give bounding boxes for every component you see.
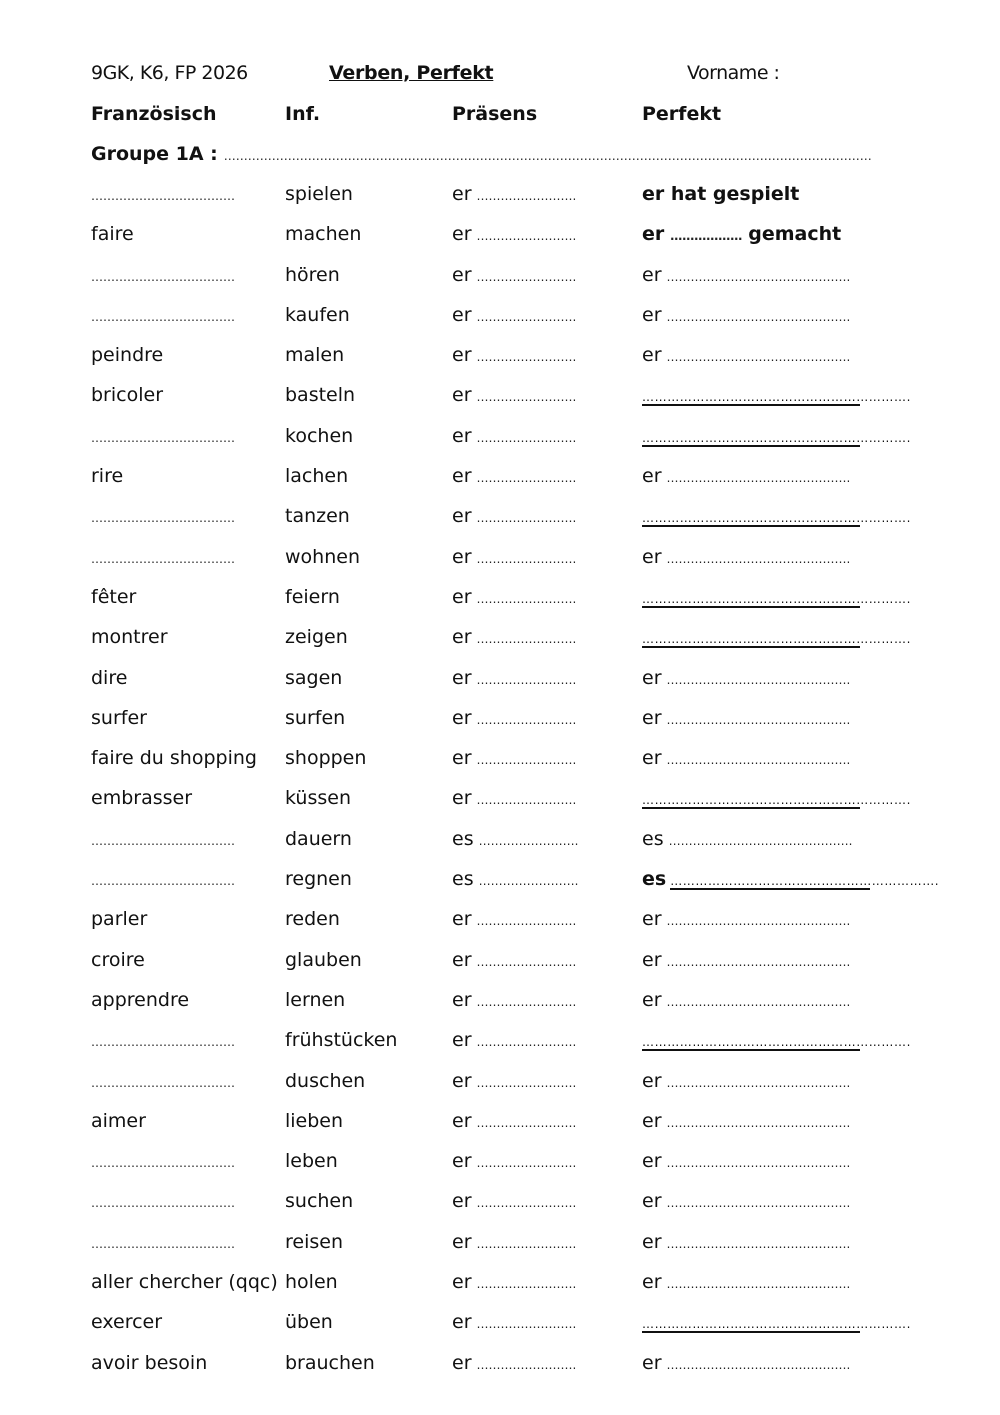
verb-row: [91, 304, 921, 344]
infinitive: surfen: [285, 706, 346, 729]
perfect-underlined-blank[interactable]: ……………………………………………………….: [642, 511, 912, 526]
perfect-cell: [642, 1150, 850, 1172]
perfect-underlined-blank[interactable]: ……………………………………………………….: [642, 430, 912, 445]
verb-row: [91, 828, 921, 868]
present-blank[interactable]: …………………….: [476, 994, 577, 1009]
perfect-blank[interactable]: ……………………………………….: [666, 914, 851, 929]
perfect-underlined-blank[interactable]: ……………………………………………………….: [642, 591, 912, 606]
present-cell: [452, 505, 576, 527]
verb-row: [91, 908, 921, 948]
infinitive: kaufen: [285, 303, 350, 326]
infinitive: feiern: [285, 585, 340, 608]
perfect-pronoun: er: [642, 747, 662, 770]
perfect-underlined-blank[interactable]: ……………………………………………………….: [642, 1317, 912, 1332]
present-cell: [452, 707, 576, 729]
infinitive: frühstücken: [285, 1029, 398, 1052]
verb-row: [91, 505, 921, 545]
perfect-pronoun: er: [642, 1069, 662, 1092]
verb-row: [91, 868, 940, 908]
present-cell: [452, 586, 576, 608]
perfect-blank[interactable]: ……………………………………….: [666, 269, 851, 284]
infinitive: zeigen: [285, 626, 348, 649]
perfect-pronoun: er: [642, 344, 662, 367]
infinitive: basteln: [285, 384, 356, 407]
present-pronoun: er: [452, 666, 472, 689]
perfect-cell: [642, 949, 850, 971]
infinitive: suchen: [285, 1190, 354, 1213]
group-blank[interactable]: ………………………………………………………………………………………………………………………………………………: [223, 149, 872, 163]
perfect-blank[interactable]: ……………………………………….: [666, 1156, 851, 1171]
perfect-participle: gemacht: [748, 223, 842, 246]
present-blank[interactable]: …………………….: [476, 1156, 577, 1171]
present-pronoun: er: [452, 706, 472, 729]
perfect-blank[interactable]: ……………………………………….: [666, 753, 851, 768]
perfect-pronoun: es: [642, 868, 667, 891]
perfect-cell: [642, 667, 850, 689]
present-cell: [452, 223, 576, 245]
present-cell: [452, 908, 576, 930]
infinitive: duschen: [285, 1069, 366, 1092]
perfect-cell: [642, 868, 940, 891]
perfect-blank[interactable]: ……………………………………….: [666, 712, 851, 727]
perfect-blank[interactable]: ……………………………………….: [666, 309, 851, 324]
present-pronoun: er: [452, 1311, 472, 1334]
present-cell: [452, 989, 576, 1011]
french-term: peindre: [91, 344, 164, 367]
french-term: montrer: [91, 626, 168, 649]
french-term: faire: [91, 223, 134, 246]
perfect-pronoun: er: [642, 988, 662, 1011]
present-cell: [452, 384, 576, 406]
french-blank[interactable]: ………………………………: [91, 511, 235, 526]
present-pronoun: es: [452, 827, 474, 850]
present-cell: [452, 787, 576, 809]
perfect-cell: [642, 1110, 850, 1132]
present-blank[interactable]: …………………….: [476, 1236, 577, 1251]
perfect-cell: [642, 1311, 912, 1333]
present-blank[interactable]: …………………….: [476, 753, 577, 768]
verb-row: [91, 546, 921, 586]
present-blank[interactable]: …………………….: [476, 591, 577, 606]
french-term: embrasser: [91, 787, 193, 810]
present-blank[interactable]: …………………….: [476, 1115, 577, 1130]
perfect-pronoun: er: [642, 1351, 662, 1374]
perfect-cell: [642, 1271, 850, 1293]
perfect-cell: [642, 747, 850, 769]
present-cell: [452, 183, 576, 205]
present-blank[interactable]: …………………….: [476, 632, 577, 647]
present-blank[interactable]: …………………….: [476, 471, 577, 486]
verb-row: [91, 1190, 921, 1230]
present-cell: [452, 1110, 576, 1132]
infinitive: hören: [285, 263, 340, 286]
french-blank[interactable]: ………………………………: [91, 1156, 235, 1171]
column-header-infinitive: Inf.: [285, 103, 321, 125]
perfect-underlined-blank[interactable]: ……………………………………………………….: [642, 1035, 912, 1050]
perfect-pronoun: er: [642, 1109, 662, 1132]
infinitive: dauern: [285, 827, 352, 850]
french-term: exercer: [91, 1311, 163, 1334]
infinitive: shoppen: [285, 747, 367, 770]
perfect-underlined-blank[interactable]: ……………………………………………………….: [642, 632, 912, 647]
perfect-cell: [642, 505, 912, 527]
verb-row: [91, 586, 921, 626]
worksheet-title: Verben, Perfekt: [329, 62, 494, 84]
group-label: Groupe 1A :: [91, 143, 218, 165]
present-pronoun: er: [452, 545, 472, 568]
perfect-blank[interactable]: ……………………………………….: [666, 1277, 851, 1292]
french-term: aller chercher (qqc): [91, 1271, 278, 1294]
verb-row: [91, 1311, 921, 1351]
perfect-blank[interactable]: ……………………………………….: [668, 833, 853, 848]
perfect-blank[interactable]: ……………………………………….: [666, 994, 851, 1009]
perfect-cell: [642, 546, 850, 568]
present-blank[interactable]: …………………….: [476, 269, 577, 284]
perfect-pronoun: er: [642, 706, 662, 729]
present-pronoun: er: [452, 1190, 472, 1213]
verb-row: [91, 1070, 921, 1110]
french-blank[interactable]: ………………………………: [91, 1035, 235, 1050]
perfect-underlined-blank[interactable]: ……………………………………………………….: [642, 390, 912, 405]
perfect-blank[interactable]: ……………………………………….: [666, 1236, 851, 1251]
french-term: dire: [91, 666, 128, 689]
perfect-pronoun: er: [642, 1230, 662, 1253]
perfect-cell: [642, 465, 850, 487]
present-blank[interactable]: …………………….: [476, 189, 577, 203]
perfect-cell: [642, 1352, 850, 1374]
perfect-cell: [642, 384, 912, 406]
french-blank[interactable]: ………………………………: [91, 430, 235, 445]
present-pronoun: er: [452, 908, 472, 931]
present-blank[interactable]: …………………….: [476, 1075, 577, 1090]
perfect-pronoun: er: [642, 948, 662, 971]
present-blank[interactable]: …………………….: [476, 1357, 577, 1372]
verb-row: [91, 344, 921, 384]
infinitive: holen: [285, 1271, 338, 1294]
french-blank[interactable]: ………………………………: [91, 551, 235, 566]
perfect-blank[interactable]: ……………………………………….: [666, 471, 851, 486]
perfect-cell: [642, 1231, 850, 1253]
present-cell: [452, 828, 578, 850]
perfect-cell: [642, 586, 912, 608]
verb-row: [91, 264, 921, 304]
present-blank[interactable]: …………………….: [476, 954, 577, 969]
present-blank[interactable]: …………………….: [476, 1317, 577, 1332]
perfect-blank[interactable]: ……………………………………….: [666, 672, 851, 687]
present-cell: [452, 667, 576, 689]
perfect-cell: [642, 425, 912, 447]
present-blank[interactable]: …………………….: [476, 551, 577, 566]
present-pronoun: es: [452, 868, 474, 891]
french-blank[interactable]: ………………………………: [91, 874, 235, 889]
present-cell: [452, 344, 576, 366]
present-pronoun: er: [452, 747, 472, 770]
present-pronoun: er: [452, 1150, 472, 1173]
perfect-aux-blank[interactable]: ………………: [670, 229, 743, 244]
present-blank[interactable]: …………………….: [478, 833, 579, 848]
present-pronoun: er: [452, 988, 472, 1011]
present-pronoun: er: [452, 585, 472, 608]
present-cell: [452, 304, 576, 326]
infinitive: glauben: [285, 948, 362, 971]
perfect-pronoun: er: [642, 303, 662, 326]
french-blank[interactable]: ………………………………: [91, 833, 235, 848]
column-header-present: Präsens: [452, 103, 538, 125]
present-pronoun: er: [452, 344, 472, 367]
present-cell: [452, 1029, 576, 1051]
present-blank[interactable]: …………………….: [476, 712, 577, 727]
present-pronoun: er: [452, 787, 472, 810]
vorname-label: Vorname :: [687, 62, 780, 84]
french-blank[interactable]: ………………………………: [91, 189, 235, 203]
infinitive: spielen: [285, 183, 353, 205]
course-label: 9GK, K6, FP 2026: [91, 62, 248, 84]
verb-row: [91, 223, 921, 263]
present-pronoun: er: [452, 1271, 472, 1294]
present-cell: [452, 1150, 576, 1172]
french-blank[interactable]: ………………………………: [91, 309, 235, 324]
perfect-pronoun: er: [642, 1190, 662, 1213]
infinitive: lernen: [285, 988, 346, 1011]
present-cell: [452, 264, 576, 286]
perfect-blank[interactable]: ……………………………………….: [666, 1196, 851, 1211]
perfect-underlined-blank[interactable]: ……………………………………………………….: [670, 874, 940, 889]
present-cell: [452, 747, 576, 769]
present-pronoun: er: [452, 303, 472, 326]
present-pronoun: er: [452, 183, 472, 205]
infinitive: regnen: [285, 868, 352, 891]
column-header-perfect: Perfekt: [642, 103, 722, 125]
perfect-cell: [642, 908, 850, 930]
perfect-cell: [642, 707, 850, 729]
verb-table: [91, 183, 940, 1392]
perfect-cell: [642, 1190, 850, 1212]
perfect-cell: [642, 304, 850, 326]
perfect-pronoun: er: [642, 1271, 662, 1294]
french-blank[interactable]: ………………………………: [91, 269, 235, 284]
present-blank[interactable]: …………………….: [476, 793, 577, 808]
verb-row: [91, 949, 921, 989]
infinitive: küssen: [285, 787, 351, 810]
present-cell: [452, 1311, 576, 1333]
verb-row: [91, 747, 921, 787]
present-pronoun: er: [452, 384, 472, 407]
perfect-pronoun: er: [642, 223, 665, 246]
french-term: avoir besoin: [91, 1351, 208, 1374]
present-cell: [452, 546, 576, 568]
verb-row: [91, 384, 921, 424]
infinitive: leben: [285, 1150, 338, 1173]
present-pronoun: er: [452, 1029, 472, 1052]
present-blank[interactable]: …………………….: [476, 229, 577, 244]
present-blank[interactable]: …………………….: [476, 350, 577, 365]
present-blank[interactable]: …………………….: [478, 874, 579, 889]
verb-row: [91, 707, 921, 747]
present-blank[interactable]: …………………….: [476, 1035, 577, 1050]
infinitive: reden: [285, 908, 340, 931]
present-pronoun: er: [452, 1351, 472, 1374]
present-cell: [452, 1271, 576, 1293]
perfect-blank[interactable]: ……………………………………….: [666, 1075, 851, 1090]
verb-row: [91, 626, 921, 666]
group-line: [91, 143, 911, 169]
french-blank[interactable]: ………………………………: [91, 1196, 235, 1211]
french-term: aimer: [91, 1109, 146, 1132]
perfect-blank[interactable]: ……………………………………….: [666, 954, 851, 969]
verb-row: [91, 787, 921, 827]
present-pronoun: er: [452, 948, 472, 971]
column-headers: [91, 103, 921, 129]
perfect-example: er hat gespielt: [642, 183, 800, 205]
infinitive: tanzen: [285, 505, 350, 528]
present-pronoun: er: [452, 626, 472, 649]
perfect-cell: [642, 787, 912, 809]
french-term: bricoler: [91, 384, 164, 407]
perfect-cell: [642, 264, 850, 286]
french-term: parler: [91, 908, 148, 931]
verb-row: [91, 465, 921, 505]
present-pronoun: er: [452, 263, 472, 286]
french-blank[interactable]: ………………………………: [91, 1075, 235, 1090]
present-pronoun: er: [452, 424, 472, 447]
present-cell: [452, 868, 578, 890]
perfect-cell: [642, 223, 841, 245]
present-pronoun: er: [452, 1069, 472, 1092]
perfect-cell: [642, 828, 852, 850]
column-header-french: Französisch: [91, 103, 217, 125]
verb-row: [91, 989, 921, 1029]
worksheet-header: [91, 62, 920, 88]
present-cell: [452, 1352, 576, 1374]
perfect-pronoun: es: [642, 827, 664, 850]
present-blank[interactable]: …………………….: [476, 430, 577, 445]
perfect-blank[interactable]: ……………………………………….: [666, 1115, 851, 1130]
present-pronoun: er: [452, 1109, 472, 1132]
french-term: surfer: [91, 706, 147, 729]
present-cell: [452, 626, 576, 648]
french-term: faire du shopping: [91, 747, 257, 770]
perfect-cell: [642, 1029, 912, 1051]
present-cell: [452, 1070, 576, 1092]
infinitive: wohnen: [285, 545, 360, 568]
perfect-blank[interactable]: ……………………………………….: [666, 1357, 851, 1372]
perfect-blank[interactable]: ……………………………………….: [666, 350, 851, 365]
present-cell: [452, 1231, 576, 1253]
perfect-cell: [642, 1070, 850, 1092]
infinitive: lachen: [285, 465, 349, 488]
verb-row: [91, 667, 921, 707]
present-cell: [452, 1190, 576, 1212]
present-blank[interactable]: …………………….: [476, 1196, 577, 1211]
french-term: fêter: [91, 585, 137, 608]
present-cell: [452, 949, 576, 971]
present-blank[interactable]: …………………….: [476, 309, 577, 324]
perfect-pronoun: er: [642, 263, 662, 286]
present-cell: [452, 465, 576, 487]
present-cell: [452, 425, 576, 447]
french-term: croire: [91, 948, 145, 971]
perfect-pronoun: er: [642, 666, 662, 689]
infinitive: lieben: [285, 1109, 344, 1132]
verb-row: [91, 183, 921, 223]
present-blank[interactable]: …………………….: [476, 1277, 577, 1292]
present-blank[interactable]: …………………….: [476, 511, 577, 526]
present-pronoun: er: [452, 223, 472, 246]
perfect-pronoun: er: [642, 1150, 662, 1173]
verb-row: [91, 1150, 921, 1190]
french-term: rire: [91, 465, 124, 488]
present-blank[interactable]: …………………….: [476, 914, 577, 929]
infinitive: malen: [285, 344, 345, 367]
perfect-cell: [642, 626, 912, 648]
verb-row: [91, 425, 921, 465]
present-pronoun: er: [452, 1230, 472, 1253]
present-pronoun: er: [452, 505, 472, 528]
french-blank[interactable]: ………………………………: [91, 1236, 235, 1251]
verb-row: [91, 1352, 921, 1392]
infinitive: machen: [285, 223, 362, 246]
verb-row: [91, 1271, 921, 1311]
french-term: apprendre: [91, 988, 190, 1011]
perfect-underlined-blank[interactable]: ……………………………………………………….: [642, 793, 912, 808]
present-blank[interactable]: …………………….: [476, 390, 577, 405]
infinitive: reisen: [285, 1230, 343, 1253]
verb-row: [91, 1231, 921, 1271]
infinitive: sagen: [285, 666, 343, 689]
present-blank[interactable]: …………………….: [476, 672, 577, 687]
present-pronoun: er: [452, 465, 472, 488]
perfect-cell: [642, 989, 850, 1011]
perfect-pronoun: er: [642, 545, 662, 568]
infinitive: brauchen: [285, 1351, 375, 1374]
perfect-blank[interactable]: ……………………………………….: [666, 551, 851, 566]
perfect-cell: [642, 344, 850, 366]
perfect-pronoun: er: [642, 908, 662, 931]
verb-row: [91, 1029, 921, 1069]
infinitive: üben: [285, 1311, 333, 1334]
perfect-pronoun: er: [642, 465, 662, 488]
infinitive: kochen: [285, 424, 354, 447]
verb-row: [91, 1110, 921, 1150]
